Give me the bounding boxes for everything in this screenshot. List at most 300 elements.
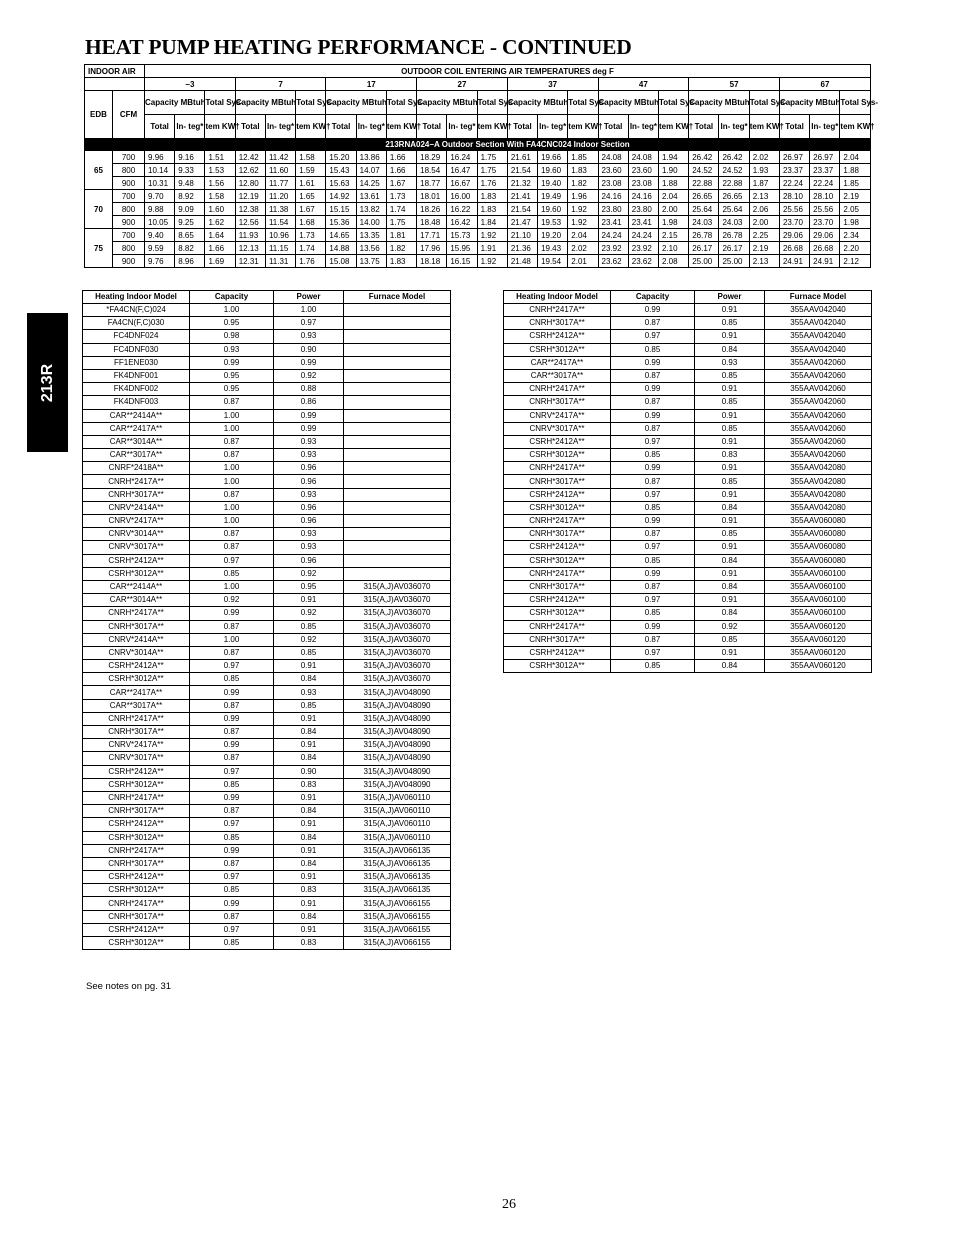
kw-header: tem KW† xyxy=(568,115,598,139)
capacity-header: Capacity MBtuh xyxy=(598,91,658,115)
capacity-header: Capacity MBtuh xyxy=(507,91,567,115)
performance-value: 12.38 xyxy=(235,203,265,216)
model-cell: CNRH*2417A** xyxy=(83,475,190,488)
model-row xyxy=(83,897,451,910)
model-cell: CNRH*2417A** xyxy=(504,567,611,580)
model-cell: 355AAV042040 xyxy=(765,304,872,317)
model-row xyxy=(83,422,451,435)
model-cell: 0.97 xyxy=(611,541,695,554)
total-header: Total xyxy=(779,115,809,139)
performance-value: 18.54 xyxy=(417,164,447,177)
model-cell: 0.85 xyxy=(611,343,695,356)
model-cell: 0.92 xyxy=(190,594,274,607)
section-title: 213RNA024−A Outdoor Section With FA4CNC024 Indoor Section xyxy=(145,139,871,151)
left-model-table xyxy=(82,290,451,950)
model-cell: 0.99 xyxy=(611,304,695,317)
performance-value: 26.65 xyxy=(719,190,749,203)
performance-value: 1.64 xyxy=(205,229,235,242)
model-cell: 1.00 xyxy=(190,462,274,475)
sub-header-row xyxy=(85,115,871,139)
performance-value: 18.48 xyxy=(417,216,447,229)
performance-value: 23.70 xyxy=(779,216,809,229)
model-cell: 315(A,J)AV060110 xyxy=(344,805,451,818)
performance-value: 12.19 xyxy=(235,190,265,203)
model-cell: CAR**3017A** xyxy=(83,699,190,712)
model-cell: CNRV*3014A** xyxy=(83,528,190,541)
performance-value: 2.04 xyxy=(659,190,689,203)
performance-value: 2.12 xyxy=(840,255,871,268)
model-cell: CSRH*2412A** xyxy=(83,765,190,778)
performance-value: 21.61 xyxy=(507,151,537,164)
model-row xyxy=(83,831,451,844)
model-row xyxy=(83,805,451,818)
performance-value: 12.56 xyxy=(235,216,265,229)
model-cell xyxy=(344,383,451,396)
performance-value: 23.62 xyxy=(628,255,658,268)
performance-row xyxy=(85,190,871,203)
performance-value: 16.24 xyxy=(447,151,477,164)
model-cell: 0.91 xyxy=(695,594,765,607)
model-cell: 0.87 xyxy=(611,475,695,488)
model-cell: 0.87 xyxy=(190,857,274,870)
model-cell: 0.91 xyxy=(695,330,765,343)
model-cell xyxy=(344,343,451,356)
model-cell: 0.85 xyxy=(611,660,695,673)
model-cell: 355AAV042080 xyxy=(765,501,872,514)
model-row xyxy=(504,515,872,528)
performance-value: 1.85 xyxy=(840,177,871,190)
performance-value: 19.54 xyxy=(538,255,568,268)
model-cell: 0.87 xyxy=(190,726,274,739)
model-column-header: Capacity xyxy=(190,291,274,304)
kw-header: tem KW† xyxy=(477,115,507,139)
model-cell: CSRH*2412A** xyxy=(83,554,190,567)
model-row xyxy=(83,567,451,580)
model-cell: 0.85 xyxy=(695,633,765,646)
model-cell: 0.85 xyxy=(695,369,765,382)
model-cell: CNRH*2417A** xyxy=(504,462,611,475)
model-row xyxy=(504,396,872,409)
model-cell: CNRH*2417A** xyxy=(504,620,611,633)
performance-value: 28.10 xyxy=(779,190,809,203)
performance-value: 1.88 xyxy=(659,177,689,190)
cfm-header: CFM xyxy=(113,91,145,139)
performance-value: 18.26 xyxy=(417,203,447,216)
performance-value: 16.15 xyxy=(447,255,477,268)
model-cell xyxy=(344,554,451,567)
performance-value: 21.10 xyxy=(507,229,537,242)
model-cell: CNRH*2417A** xyxy=(504,383,611,396)
model-cell: 0.97 xyxy=(190,660,274,673)
model-cell: 315(A,J)AV048090 xyxy=(344,778,451,791)
performance-value: 11.15 xyxy=(265,242,295,255)
performance-value: 1.59 xyxy=(296,164,326,177)
model-row xyxy=(83,580,451,593)
model-cell: 0.85 xyxy=(611,607,695,620)
model-cell: 0.85 xyxy=(274,646,344,659)
performance-value: 9.96 xyxy=(145,151,175,164)
performance-value: 23.41 xyxy=(598,216,628,229)
model-cell: 0.85 xyxy=(190,884,274,897)
performance-value: 19.40 xyxy=(538,177,568,190)
indoor-air-header: INDOOR AIR xyxy=(85,65,145,78)
model-cell xyxy=(344,317,451,330)
model-cell xyxy=(344,356,451,369)
performance-value: 24.08 xyxy=(628,151,658,164)
model-cell: 0.83 xyxy=(274,937,344,950)
model-row xyxy=(504,475,872,488)
capacity-header: Capacity MBtuh xyxy=(417,91,477,115)
performance-value: 23.62 xyxy=(598,255,628,268)
model-cell: 0.85 xyxy=(274,699,344,712)
model-row xyxy=(83,475,451,488)
model-row xyxy=(83,857,451,870)
model-cell: CSRH*3012A** xyxy=(504,449,611,462)
model-row xyxy=(504,462,872,475)
model-cell xyxy=(344,528,451,541)
model-cell: 0.99 xyxy=(274,422,344,435)
performance-value: 15.73 xyxy=(447,229,477,242)
performance-value: 1.91 xyxy=(477,242,507,255)
model-row xyxy=(83,871,451,884)
model-cell: 0.91 xyxy=(274,660,344,673)
model-cell xyxy=(344,449,451,462)
model-cell: 315(A,J)AV066135 xyxy=(344,871,451,884)
model-cell: 0.96 xyxy=(274,515,344,528)
model-cell: 0.84 xyxy=(274,857,344,870)
performance-value: 24.03 xyxy=(719,216,749,229)
performance-value: 1.92 xyxy=(568,203,598,216)
model-cell: 0.87 xyxy=(190,910,274,923)
performance-value: 9.76 xyxy=(145,255,175,268)
performance-value: 15.63 xyxy=(326,177,356,190)
side-tab-label: 213R xyxy=(38,363,56,402)
model-cell: CAR**3014A** xyxy=(83,594,190,607)
model-cell: 0.98 xyxy=(190,330,274,343)
performance-value: 26.78 xyxy=(719,229,749,242)
performance-value: 12.13 xyxy=(235,242,265,255)
performance-value: 2.01 xyxy=(568,255,598,268)
model-cell: CAR**3017A** xyxy=(504,369,611,382)
model-cell: CNRH*3017A** xyxy=(504,475,611,488)
model-cell: 0.87 xyxy=(611,396,695,409)
model-row xyxy=(504,488,872,501)
model-cell: 1.00 xyxy=(190,515,274,528)
model-cell: 0.93 xyxy=(274,528,344,541)
performance-value: 1.81 xyxy=(386,229,416,242)
kw-header: tem KW† xyxy=(205,115,235,139)
edb-header: EDB xyxy=(85,91,113,139)
model-cell: CNRH*2417A** xyxy=(83,607,190,620)
performance-value: 24.16 xyxy=(628,190,658,203)
performance-value: 1.76 xyxy=(477,177,507,190)
model-cell: 0.87 xyxy=(190,620,274,633)
performance-value: 2.02 xyxy=(568,242,598,255)
model-cell: 0.85 xyxy=(695,317,765,330)
performance-value: 21.47 xyxy=(507,216,537,229)
model-cell: 0.85 xyxy=(190,831,274,844)
performance-value: 13.75 xyxy=(356,255,386,268)
model-cell: 0.97 xyxy=(611,330,695,343)
model-row xyxy=(504,383,872,396)
model-row xyxy=(504,435,872,448)
performance-value: 22.88 xyxy=(689,177,719,190)
total-header: Total xyxy=(598,115,628,139)
performance-value: 26.97 xyxy=(779,151,809,164)
model-cell: 315(A,J)AV066135 xyxy=(344,844,451,857)
model-row xyxy=(83,488,451,501)
model-row xyxy=(504,528,872,541)
model-row xyxy=(504,422,872,435)
performance-value: 8.92 xyxy=(175,190,205,203)
performance-value: 24.24 xyxy=(628,229,658,242)
edb-value: 70 xyxy=(85,190,113,229)
model-cell: 355AAV060120 xyxy=(765,646,872,659)
model-cell: 355AAV042080 xyxy=(765,462,872,475)
model-cell: 0.99 xyxy=(190,712,274,725)
model-column-header: Heating Indoor Model xyxy=(504,291,611,304)
edb-value: 65 xyxy=(85,151,113,190)
model-row xyxy=(504,567,872,580)
model-cell: 0.95 xyxy=(190,383,274,396)
cfm-value: 900 xyxy=(113,177,145,190)
performance-value: 14.25 xyxy=(356,177,386,190)
performance-value: 26.17 xyxy=(719,242,749,255)
cfm-value: 800 xyxy=(113,164,145,177)
model-cell: 355AAV060120 xyxy=(765,660,872,673)
blank-header xyxy=(85,78,145,91)
performance-value: 17.96 xyxy=(417,242,447,255)
model-row xyxy=(83,501,451,514)
model-cell: 0.92 xyxy=(274,369,344,382)
header-row xyxy=(85,65,871,78)
model-cell xyxy=(344,475,451,488)
model-cell: 315(A,J)AV066155 xyxy=(344,923,451,936)
heating-performance-table xyxy=(84,64,879,268)
performance-value: 19.60 xyxy=(538,203,568,216)
performance-value: 1.88 xyxy=(840,164,871,177)
total-header: Total xyxy=(689,115,719,139)
model-cell: 0.97 xyxy=(274,317,344,330)
performance-value: 2.20 xyxy=(840,242,871,255)
model-cell: CSRH*3012A** xyxy=(83,673,190,686)
model-row xyxy=(83,594,451,607)
performance-value: 11.20 xyxy=(265,190,295,203)
model-cell: CNRH*2417A** xyxy=(83,897,190,910)
model-cell: 1.00 xyxy=(190,501,274,514)
performance-value: 2.10 xyxy=(659,242,689,255)
performance-row xyxy=(85,242,871,255)
model-column-header: Power xyxy=(695,291,765,304)
model-cell: 0.84 xyxy=(274,831,344,844)
performance-value: 11.77 xyxy=(265,177,295,190)
model-cell: CNRF*2418A** xyxy=(83,462,190,475)
model-cell: 1.00 xyxy=(190,580,274,593)
integrated-header: In- teg* xyxy=(628,115,658,139)
performance-value: 21.41 xyxy=(507,190,537,203)
model-cell: 315(A,J)AV036070 xyxy=(344,660,451,673)
kw-header: tem KW† xyxy=(296,115,326,139)
model-cell: 0.84 xyxy=(274,752,344,765)
model-cell: 0.84 xyxy=(274,805,344,818)
model-row xyxy=(504,409,872,422)
model-cell: CNRV*2417A** xyxy=(83,739,190,752)
model-cell: 0.87 xyxy=(190,646,274,659)
performance-value: 15.20 xyxy=(326,151,356,164)
capacity-header: Capacity MBtuh xyxy=(235,91,295,115)
model-cell: 0.91 xyxy=(695,304,765,317)
model-cell: CNRV*3017A** xyxy=(504,422,611,435)
total-sys-header: Total Sys- xyxy=(386,91,416,115)
performance-value: 16.22 xyxy=(447,203,477,216)
performance-value: 18.77 xyxy=(417,177,447,190)
performance-value: 25.64 xyxy=(689,203,719,216)
model-cell xyxy=(344,567,451,580)
model-cell: CSRH*3012A** xyxy=(504,660,611,673)
model-cell: 0.87 xyxy=(611,317,695,330)
performance-value: 13.86 xyxy=(356,151,386,164)
model-row xyxy=(83,554,451,567)
integrated-header: In- teg* xyxy=(810,115,840,139)
model-header-row xyxy=(504,291,872,304)
model-cell: FC4DNF030 xyxy=(83,343,190,356)
performance-row xyxy=(85,203,871,216)
performance-value: 2.04 xyxy=(568,229,598,242)
performance-value: 15.08 xyxy=(326,255,356,268)
capacity-header: Capacity MBtuh xyxy=(326,91,386,115)
model-cell: 0.87 xyxy=(611,422,695,435)
model-cell: FF1ENE030 xyxy=(83,356,190,369)
performance-value: 1.92 xyxy=(477,229,507,242)
model-cell: 355AAV042040 xyxy=(765,330,872,343)
model-row xyxy=(504,449,872,462)
capacity-header: Capacity MBtuh xyxy=(689,91,749,115)
performance-value: 1.98 xyxy=(840,216,871,229)
model-cell: 355AAV042080 xyxy=(765,488,872,501)
performance-value: 9.48 xyxy=(175,177,205,190)
total-sys-header: Total Sys- xyxy=(568,91,598,115)
performance-value: 24.91 xyxy=(779,255,809,268)
performance-value: 1.75 xyxy=(477,151,507,164)
model-row xyxy=(83,686,451,699)
performance-value: 26.42 xyxy=(689,151,719,164)
model-cell: 355AAV060080 xyxy=(765,541,872,554)
model-cell: 0.95 xyxy=(190,317,274,330)
performance-value: 1.83 xyxy=(477,190,507,203)
model-cell: 0.99 xyxy=(611,515,695,528)
performance-value: 23.92 xyxy=(628,242,658,255)
model-cell: CNRH*2417A** xyxy=(83,791,190,804)
performance-value: 17.71 xyxy=(417,229,447,242)
model-cell: 0.99 xyxy=(190,844,274,857)
model-row xyxy=(504,343,872,356)
model-cell: CNRV*2417A** xyxy=(504,409,611,422)
performance-value: 19.66 xyxy=(538,151,568,164)
model-cell: 0.87 xyxy=(190,449,274,462)
model-column-header: Capacity xyxy=(611,291,695,304)
performance-value: 14.92 xyxy=(326,190,356,203)
model-cell: 0.97 xyxy=(611,646,695,659)
model-cell xyxy=(344,488,451,501)
performance-value: 19.49 xyxy=(538,190,568,203)
model-cell: 0.99 xyxy=(611,462,695,475)
performance-value: 14.00 xyxy=(356,216,386,229)
cfm-value: 800 xyxy=(113,203,145,216)
performance-value: 1.75 xyxy=(477,164,507,177)
performance-value: 11.38 xyxy=(265,203,295,216)
model-cell: 315(A,J)AV060110 xyxy=(344,818,451,831)
model-cell: 355AAV060080 xyxy=(765,515,872,528)
performance-value: 15.43 xyxy=(326,164,356,177)
page-title: HEAT PUMP HEATING PERFORMANCE - CONTINUED xyxy=(85,35,632,59)
performance-value: 1.92 xyxy=(477,255,507,268)
model-cell: 0.96 xyxy=(274,475,344,488)
performance-value: 1.73 xyxy=(386,190,416,203)
total-sys-header: Total Sys- xyxy=(749,91,779,115)
model-cell: 315(A,J)AV036070 xyxy=(344,620,451,633)
cfm-value: 800 xyxy=(113,242,145,255)
model-row xyxy=(504,304,872,317)
model-cell: 0.91 xyxy=(274,871,344,884)
model-cell: 0.87 xyxy=(611,369,695,382)
performance-value: 23.37 xyxy=(810,164,840,177)
model-cell: 0.91 xyxy=(695,541,765,554)
performance-value: 13.82 xyxy=(356,203,386,216)
model-cell: 0.91 xyxy=(695,435,765,448)
model-row xyxy=(83,726,451,739)
blank-cell xyxy=(85,139,145,151)
model-cell: 0.85 xyxy=(611,449,695,462)
kw-header: tem KW† xyxy=(749,115,779,139)
edb-value: 75 xyxy=(85,229,113,268)
model-cell: 0.85 xyxy=(695,422,765,435)
model-cell: 0.87 xyxy=(190,396,274,409)
performance-value: 15.36 xyxy=(326,216,356,229)
model-cell: 0.93 xyxy=(274,541,344,554)
total-header: Total xyxy=(417,115,447,139)
model-row xyxy=(83,607,451,620)
model-cell: 0.85 xyxy=(274,620,344,633)
model-cell: 355AAV042040 xyxy=(765,317,872,330)
performance-value: 13.61 xyxy=(356,190,386,203)
model-cell: 0.99 xyxy=(274,409,344,422)
performance-value: 21.54 xyxy=(507,164,537,177)
model-cell: 0.87 xyxy=(190,699,274,712)
model-cell: 0.85 xyxy=(190,778,274,791)
model-cell: CSRH*2412A** xyxy=(83,818,190,831)
model-cell: 315(A,J)AV036070 xyxy=(344,646,451,659)
model-cell: 0.96 xyxy=(274,462,344,475)
model-row xyxy=(83,765,451,778)
performance-value: 23.08 xyxy=(628,177,658,190)
model-cell: 0.85 xyxy=(695,396,765,409)
model-cell: 355AAV042060 xyxy=(765,409,872,422)
performance-value: 8.96 xyxy=(175,255,205,268)
performance-value: 8.82 xyxy=(175,242,205,255)
performance-value: 23.60 xyxy=(628,164,658,177)
performance-value: 14.65 xyxy=(326,229,356,242)
model-cell: CSRH*3012A** xyxy=(83,937,190,950)
model-cell: 315(A,J)AV048090 xyxy=(344,699,451,712)
total-header: Total xyxy=(507,115,537,139)
performance-value: 1.82 xyxy=(568,177,598,190)
integrated-header: In- teg* xyxy=(175,115,205,139)
model-cell: 315(A,J)AV066155 xyxy=(344,897,451,910)
model-cell: 355AAV060100 xyxy=(765,567,872,580)
model-cell: 0.97 xyxy=(611,488,695,501)
performance-value: 1.60 xyxy=(205,203,235,216)
model-row xyxy=(83,818,451,831)
